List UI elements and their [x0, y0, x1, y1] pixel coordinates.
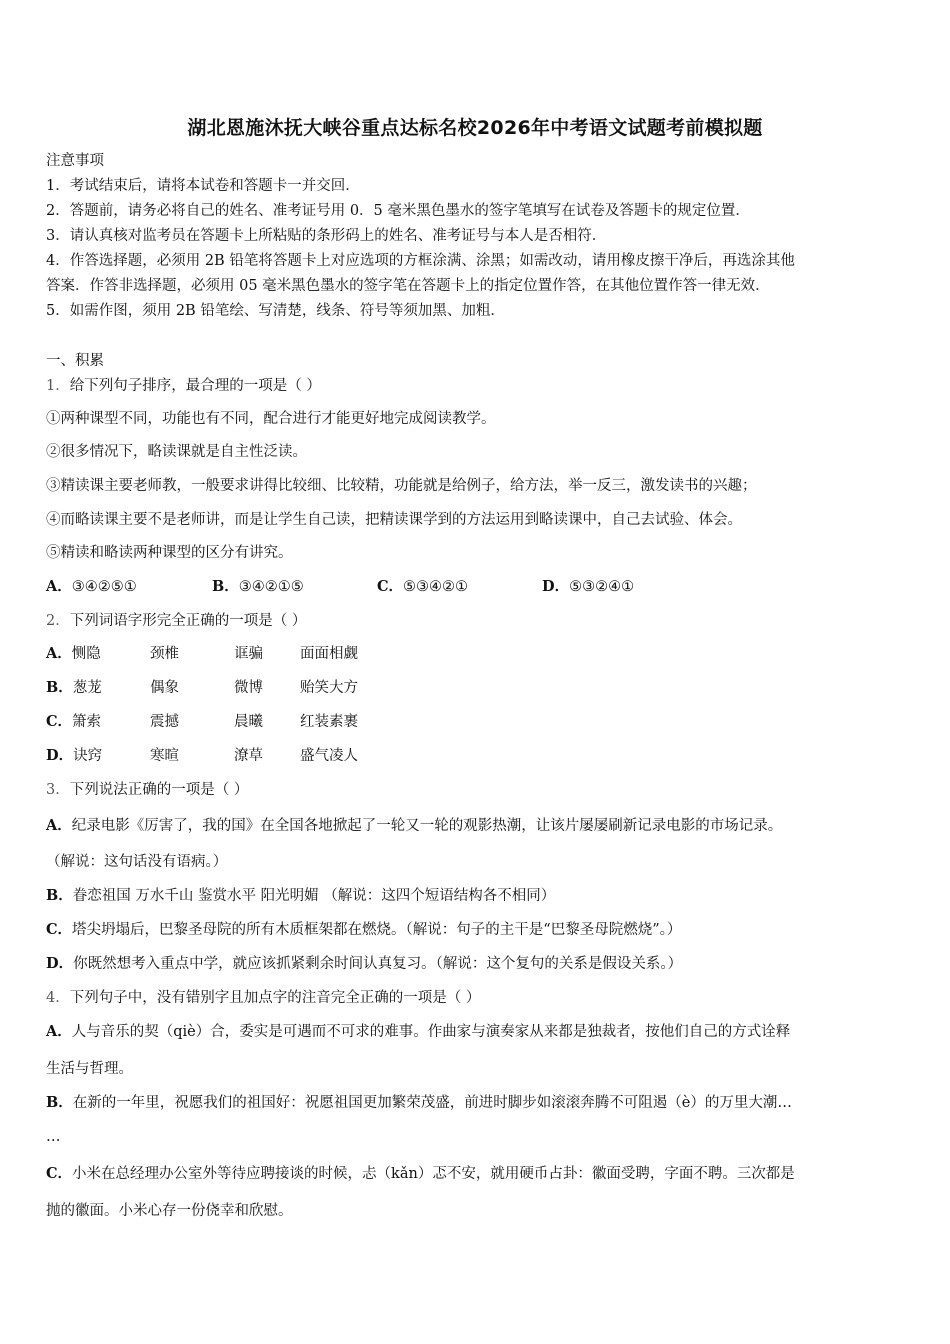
- option-b: B．眷恋祖国 万水千山 鉴赏水平 阳光明媚 （解说：这四个短语结构各不相同）: [46, 887, 556, 904]
- word: 盛气凌人: [300, 748, 358, 764]
- notice-item: 答案．作答非选择题，必须用 05 毫米黑色墨水的签字笔在答题卡上的指定位置作答，在其他位置作答一律无效．: [46, 278, 770, 294]
- question-number: 1．: [46, 378, 70, 394]
- notice-item: 2．答题前，请务必将自己的姓名、准考证号用 0．5 毫米黑色墨水的签字笔填写在试卷及答题卡的规定位置．: [46, 203, 750, 219]
- word: 潦草: [234, 748, 263, 764]
- notice-item: 4．作答选择题，必须用 2B 铅笔将答题卡上对应选项的方框涂满、涂黑；如需改动，请用橡皮擦干净后，再选涂其他: [46, 253, 795, 269]
- option-c: C．箫索: [46, 713, 102, 730]
- option-c: C．⑤③④②①: [377, 578, 469, 595]
- option-b: B．葱茏: [46, 679, 102, 696]
- sentence: ①两种课型不同，功能也有不同，配合进行才能更好地完成阅读教学。: [46, 411, 496, 427]
- option-a-note: （解说：这句话没有语病。）: [46, 854, 228, 870]
- sentence: ③精读课主要老师教，一般要求讲得比较细、比较精，功能就是给例子，给方法，举一反三，激发读书的兴趣；: [46, 478, 757, 494]
- word: 贻笑大方: [300, 680, 358, 696]
- question-4: [46, 988, 480, 1008]
- option-b: B．在新的一年里，祝愿我们的祖国好：祝愿祖国更加繁荣茂盛，前进时脚步如滚滚奔腾不可阻遏（è）的万里大潮…: [46, 1094, 792, 1111]
- option-a: A．恻隐: [46, 645, 101, 662]
- question-number: 4．: [46, 990, 70, 1006]
- question-number: 3．: [46, 782, 70, 798]
- word: 偶象: [150, 680, 179, 696]
- option-d: D．诀窍: [46, 747, 103, 764]
- option-b-cont: …: [46, 1129, 61, 1145]
- option-d: D．你既然想考入重点中学，就应该抓紧剩余时间认真复习。（解说：这个复句的关系是假设关系。）: [46, 955, 683, 972]
- word: 寒暄: [150, 748, 179, 764]
- question-stem: 给下列句子排序，最合理的一项是（ ）: [69, 378, 321, 394]
- option-d: D．⑤③②④①: [542, 578, 635, 595]
- word: 微博: [234, 680, 263, 696]
- word: 面面相觑: [300, 646, 358, 662]
- option-c: C．塔尖坍塌后，巴黎圣母院的所有木质框架都在燃烧。（解说：句子的主干是“巴黎圣母院燃烧”。）: [46, 921, 682, 938]
- option-b: B．③④②①⑤: [212, 578, 304, 595]
- notice-heading: 注意事项: [46, 153, 104, 169]
- word: 震撼: [150, 714, 179, 730]
- option-a: A．③④②⑤①: [46, 578, 137, 595]
- section-heading: 一、积累: [46, 353, 104, 369]
- notice-item: 1．考试结束后，请将本试卷和答题卡一并交回．: [46, 178, 360, 194]
- option-c-cont: 抛的徽面。小米心存一份侥幸和欣慰。: [46, 1203, 293, 1219]
- question-1: [46, 376, 321, 396]
- question-number: 2．: [46, 613, 70, 629]
- question-stem: 下列句子中，没有错别字且加点字的注音完全正确的一项是（ ）: [69, 990, 481, 1006]
- question-stem: 下列说法正确的一项是（ ）: [69, 782, 249, 798]
- sentence: ②很多情况下，略读课就是自主性泛读。: [46, 444, 307, 460]
- notice-item: 3．请认真核对监考员在答题卡上所粘贴的条形码上的姓名、准考证号与本人是否相符．: [46, 228, 607, 244]
- word: 红装素裹: [300, 714, 358, 730]
- word: 晨曦: [234, 714, 263, 730]
- sentence: ④而略读课主要不是老师讲，而是让学生自己读，把精读课学到的方法运用到略读课中，自己去试验、体会。: [46, 512, 742, 528]
- option-c: C．小米在总经理办公室外等待应聘接谈的时候，忐（kǎn）忑不安，就用硬币占卦：徽面受聘，字面不聘。三次都是: [46, 1165, 795, 1182]
- question-stem: 下列词语字形完全正确的一项是（ ）: [69, 613, 307, 629]
- option-a-cont: 生活与哲理。: [46, 1061, 133, 1077]
- word: 颈椎: [150, 646, 179, 662]
- option-a: A．人与音乐的契（qiè）合，委实是可遇而不可求的难事。作曲家与演奏家从来都是独裁者，按他们自己的方式诠释: [46, 1023, 791, 1040]
- question-2: [46, 611, 306, 631]
- option-a: A．纪录电影《厉害了，我的国》在全国各地掀起了一轮又一轮的观影热潮，让该片屡屡刷新记录电影的市场记录。: [46, 817, 783, 834]
- word: 诓骗: [234, 646, 263, 662]
- question-3: [46, 780, 248, 800]
- sentence: ⑤精读和略读两种课型的区分有讲究。: [46, 545, 293, 561]
- exam-title: 湖北恩施沐抚大峡谷重点达标名校2026年中考语文试题考前模拟题: [187, 117, 763, 139]
- notice-item: 5．如需作图，须用 2B 铅笔绘、写清楚，线条、符号等须加黑、加粗．: [46, 303, 505, 319]
